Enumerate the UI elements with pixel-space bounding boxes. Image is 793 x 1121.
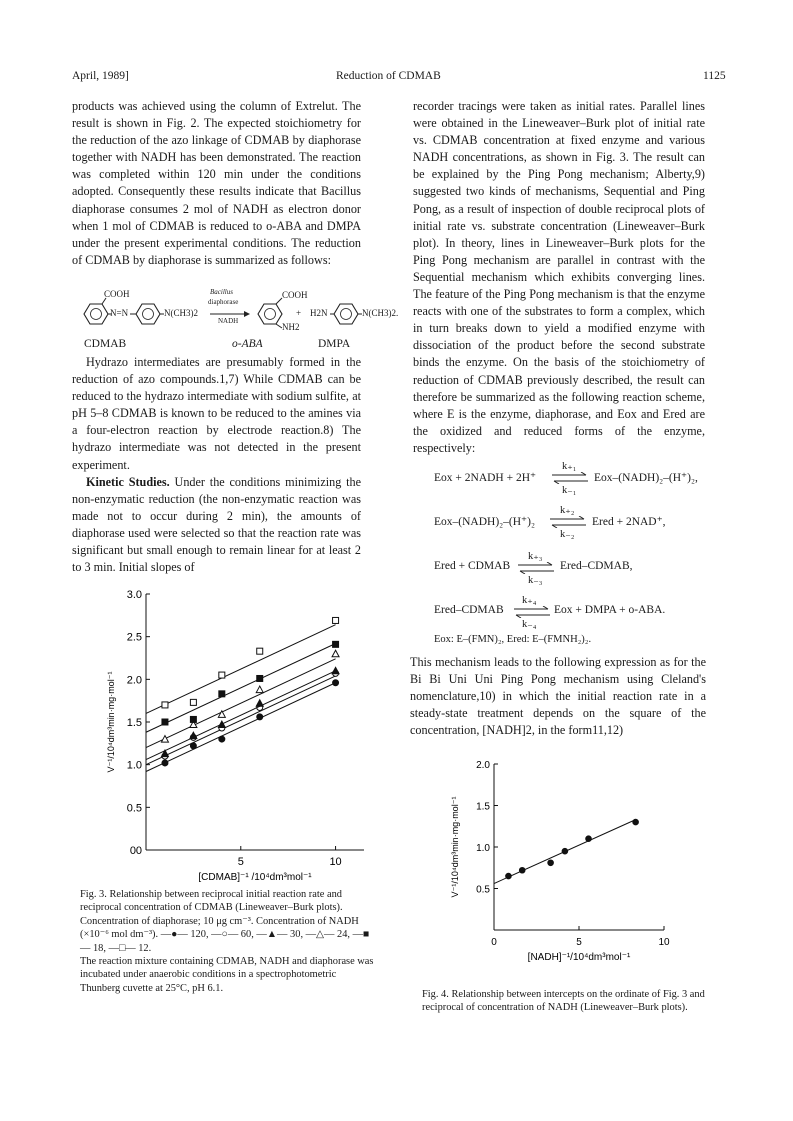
x-tick-label: 5 <box>237 856 244 868</box>
dimethylamino-label: N(CH3)2 <box>164 308 198 318</box>
data-point <box>333 617 339 623</box>
y-tick-label: 0.5 <box>126 802 142 815</box>
y-tick-label: 2.5 <box>126 631 142 644</box>
data-point <box>333 641 339 647</box>
fit-line <box>146 671 336 760</box>
data-point <box>218 721 225 728</box>
data-point <box>257 648 263 654</box>
y-tick-label: 0.5 <box>476 884 490 896</box>
arrow-label-diaphorase: diaphorase <box>208 298 239 306</box>
eq2-left: Eox–(NADH)₂–(H⁺)₂ <box>434 516 535 528</box>
eq4-equilibrium-arrow <box>514 606 550 618</box>
y-axis-label: V⁻¹/10⁴dm³min·mg·mol⁻¹ <box>106 671 116 773</box>
data-point <box>161 750 168 757</box>
data-point <box>219 736 225 742</box>
data-point <box>633 819 639 825</box>
data-point <box>162 719 168 725</box>
left-column-bottom <box>72 354 361 576</box>
data-point <box>562 848 568 854</box>
label-cdmab: CDMAB <box>84 338 127 350</box>
paragraph-extrelut: products was achieved using the column of Extrelut. The result is shown in Fig. 2. The expected stoichiometry for the reduction of the azo linkage of CDMAB by diaphorase together with NADH has been demonstrated. The reaction was completed within 120 min under the conditions adopted. Consequently these results indicate that Bacillus diaphorase consumes 2 mol of NADH as electron donor when 1 mol of CDMAB is reduced to o-ABA and DMPA under the present experimental conditions. The reduction of CDMAB by diaphorase is summarized as follows: <box>72 99 361 267</box>
data-point <box>332 667 339 674</box>
fig3-chart <box>84 582 370 884</box>
amino-label: NH2 <box>282 322 300 332</box>
left-column-top <box>72 98 361 269</box>
fit-line <box>146 683 336 772</box>
data-point <box>218 711 225 718</box>
eq1-right: Eox–(NADH)₂–(H⁺)₂, <box>594 472 698 484</box>
eq1-left: Eox + 2NADH + 2H⁺ <box>434 472 537 484</box>
eq3-k-forward: k₊₃ <box>528 551 543 562</box>
data-point <box>506 873 512 879</box>
fig4-caption-text: Fig. 4. Relationship between intercepts on the ordinate of Fig. 3 and reciprocal of concentration of NADH (Lineweaver–Burk plots). <box>422 989 705 1014</box>
data-point <box>519 867 525 873</box>
eq2-k-reverse: k₋₂ <box>560 529 575 540</box>
x-axis-label: [CDMAB]⁻¹ /10⁴dm³mol⁻¹ <box>198 872 312 883</box>
running-header-title: Reduction of CDMAB <box>336 70 441 82</box>
right-column-top <box>413 98 705 457</box>
fig3-caption-title: Fig. 3. Relationship between reciprocal initial reaction rate and reciprocal concentration of CDMAB (Lineweaver–Burk plots). <box>80 889 343 914</box>
x-tick-label: 5 <box>576 937 582 948</box>
kinetic-studies-heading: Kinetic Studies. <box>86 474 170 489</box>
data-point <box>219 691 225 697</box>
data-point <box>586 836 592 842</box>
eq1-k-reverse: k₋₁ <box>562 485 577 496</box>
eq2-right: Ered + 2NAD⁺, <box>592 516 666 528</box>
data-point <box>162 702 168 708</box>
cooh-label-2: COOH <box>282 290 308 300</box>
fit-line <box>146 659 336 748</box>
y-tick-label: 1.5 <box>476 801 490 813</box>
label-dmpa: DMPA <box>318 338 351 350</box>
fig3-caption-concentration: Concentration of diaphorase; 10 μg cm⁻³. Concentration of NADH (×10⁻⁶ mol dm⁻³). —●— 120, —○— 60, —▲— 30, —△— 24, —■— 18, —□— 12. <box>80 915 370 954</box>
data-point <box>332 650 339 657</box>
fig4-chart <box>444 752 682 988</box>
enzyme-forms-note: Eox: E–(FMN)₂, Ered: E–(FMNH₂)₂. <box>434 634 592 645</box>
y-tick-label: 2.0 <box>476 760 490 771</box>
dimethylamino-label-2: N(CH3)2. <box>362 308 399 318</box>
azo-label: N=N <box>110 308 129 318</box>
y-tick-label: 0 <box>135 845 142 857</box>
y-tick-label: 2.0 <box>126 674 142 687</box>
x-tick-label: 10 <box>658 937 670 948</box>
paragraph-kinetic <box>72 474 361 577</box>
eq3-right: Ered–CDMAB, <box>560 560 633 572</box>
paragraph-ping-pong: recorder tracings were taken as initial rates. Parallel lines were obtained in the Lineweaver–Burk plot of initial rate vs. CDMAB concentration at fixed enzyme and various NADH concentrations, as shown in Fig. 3. The result can be explained by the Ping Pong mechanism; Alberty,9) suggested two kinds of mechanisms, Sequential and Ping Pong, as a result of inspection of double reciprocal plots of initial rate vs. substrate concentration (Lineweaver–Burk plot). In theory, lines in Lineweaver–Burk plots for the Ping Pong mechanism are parallel in contrast with the Sequential mechanism which exhibits converging lines. The feature of the Ping Pong mechanism is that the enzyme reacts with one of the substrates to form a complex, which in turn breaks down to yield a modified enzyme with dissociation of the product before the second substrate binds the enzyme. On the basis of the stoichiometry of reduction of CDMAB previously described, the result can therefore be summarized as the following reaction scheme, where E is the enzyme, diaphorase, and Eox and Ered are the oxidized and reduced forms of the enzyme, respectively: <box>413 99 705 455</box>
data-point <box>190 716 196 722</box>
eq3-k-reverse: k₋₃ <box>528 575 543 586</box>
plus-sign: + <box>296 308 302 318</box>
cooh-label: COOH <box>104 289 130 299</box>
data-point <box>257 675 263 681</box>
data-point <box>256 700 263 707</box>
x-axis-label: [NADH]⁻¹/10⁴dm³mol⁻¹ <box>527 952 631 963</box>
arrow-label-nadh: NADH <box>218 317 239 325</box>
paragraph-mechanism: This mechanism leads to the following expression as for the Bi Bi Uni Uni Ping Pong mechanism using Cleland's nomenclature,10) in which the initial reaction rate in a steady-state treatment depends on the square of the concentration, [NADH]2, in the form11,12) <box>410 655 706 738</box>
data-point <box>548 860 554 866</box>
data-point <box>219 672 225 678</box>
fit-line <box>146 676 336 765</box>
eq2-k-forward: k₊₂ <box>560 505 575 516</box>
eq1-equilibrium-arrow <box>552 472 588 484</box>
origin-label: 0 <box>129 845 136 857</box>
fig3-caption-conditions: The reaction mixture containing CDMAB, NADH and diaphorase was incubated under anaerobic conditions in a spectrophotometric Thunberg cuvette at 25°C, pH 6.1. <box>80 956 374 994</box>
x-tick-label: 10 <box>329 856 342 868</box>
page-number: 1125 <box>703 70 726 82</box>
paragraph-hydrazo: Hydrazo intermediates are presumably formed in the reduction of azo compounds.1,7) While CDMAB can be reduced to the hydrazo intermediate with sodium sulfite, at pH 5–8 CDMAB is known to be reduced to the amines via a four-electron reaction by electrode reaction.8) The hydrazo intermediate was not detected in the present experiment. <box>72 355 361 472</box>
eq1-k-forward: k₊₁ <box>562 461 577 472</box>
y-axis-label: V⁻¹/10⁴dm³min·mg·mol⁻¹ <box>450 796 460 898</box>
label-o-aba: o-ABA <box>232 338 263 350</box>
eq4-k-reverse: k₋₄ <box>522 619 537 630</box>
eq4-right: Eox + DMPA + o-ABA. <box>554 604 666 616</box>
eq3-left: Ered + CDMAB <box>434 560 511 572</box>
eq3-equilibrium-arrow <box>518 562 554 574</box>
fig3-caption <box>80 888 374 995</box>
eq2-equilibrium-arrow <box>550 516 586 528</box>
arrow-label-bacillus: Bacillus <box>210 288 233 296</box>
y-tick-label: 1.0 <box>476 843 490 854</box>
data-point <box>190 699 196 705</box>
fig4-caption <box>422 988 710 1015</box>
y-tick-label: 3.0 <box>126 589 142 601</box>
eq4-k-forward: k₊₄ <box>522 595 537 606</box>
data-point <box>257 714 263 720</box>
right-column-bottom <box>410 654 706 739</box>
y-tick-label: 1.0 <box>126 759 142 772</box>
data-point <box>333 680 339 686</box>
data-point <box>256 686 263 693</box>
y-tick-label: 1.5 <box>126 717 142 729</box>
eq4-left: Ered–CDMAB <box>434 604 504 616</box>
h2n-label: H2N <box>310 308 328 318</box>
x-tick-label: 0 <box>491 937 497 948</box>
running-header-left: April, 1989] <box>72 70 129 82</box>
data-point <box>161 736 168 743</box>
data-point <box>162 760 168 766</box>
kinetic-text: Under the conditions minimizing the non-enzymatic reduction (the non-enzymatic reaction was made not to occur during 2 min), the amounts of diaphorase used were selected so that the reaction rate was significant but small enough to remain linear for at least 2 to 3 min. Initial slopes of <box>72 474 362 575</box>
fit-line <box>146 625 336 714</box>
fit-line <box>146 643 336 732</box>
